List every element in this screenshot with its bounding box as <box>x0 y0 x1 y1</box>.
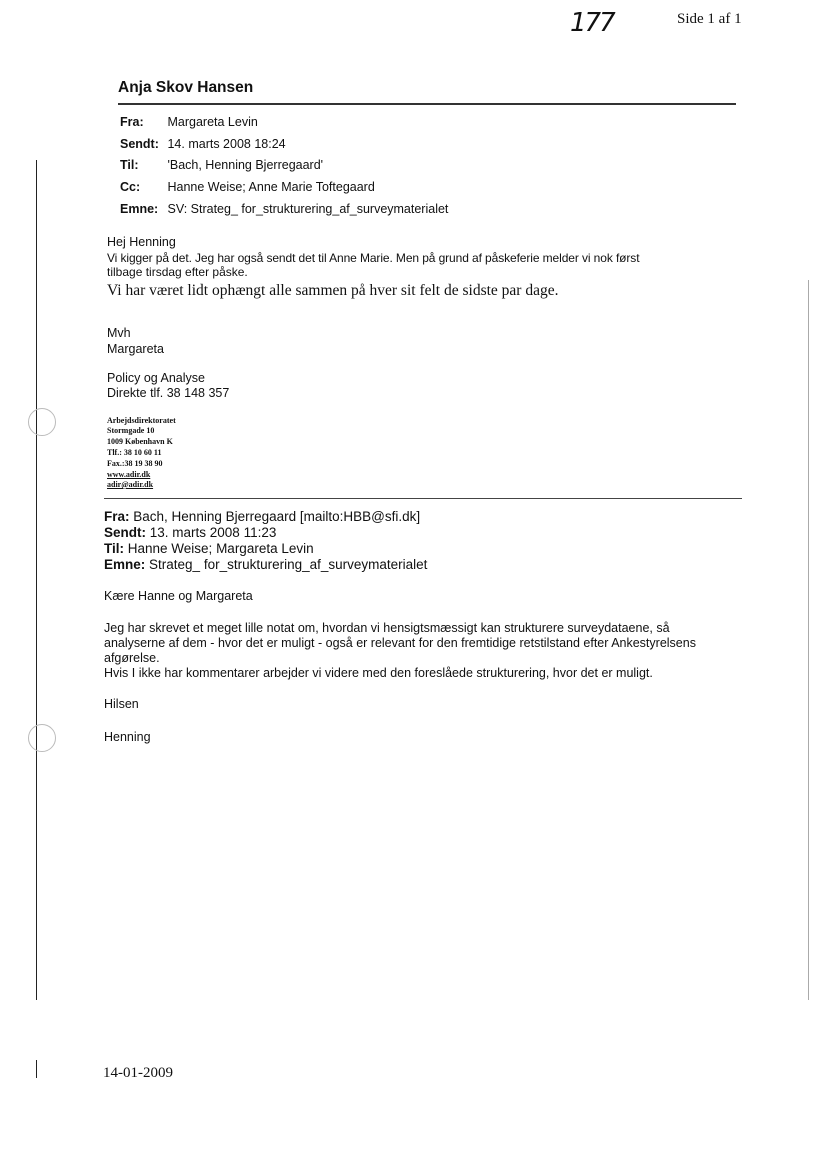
fwd-sent-value: 13. marts 2008 11:23 <box>149 525 277 540</box>
reply-body-line-1: Vi kigger på det. Jeg har også sendt det til Anne Marie. Men på grund af påskeferie melder vi nok først <box>107 251 640 265</box>
fwd-from-row: Fra: Bach, Henning Bjerregaard [mailto:HBB@sfi.dk] <box>104 509 421 524</box>
org-city: 1009 København K <box>107 437 173 446</box>
page-label: Side 1 af 1 <box>677 11 742 27</box>
org-web-link[interactable]: www.adir.dk <box>107 470 151 479</box>
reply-to-row: Til: 'Bach, Henning Bjerregaard' <box>120 158 324 172</box>
scan-margin-line <box>36 160 37 1000</box>
fwd-paragraph-line-3: afgørelse. <box>104 651 160 665</box>
fwd-sent-row: Sendt: 13. marts 2008 11:23 <box>104 525 277 540</box>
fwd-from-value: Bach, Henning Bjerregaard [mailto:HBB@sfi.dk] <box>133 509 421 524</box>
reply-sent-row: Sendt: 14. marts 2008 18:24 <box>120 137 286 151</box>
fwd-subject-row: Emne: Strateg_ for_strukturering_af_surveymaterialet <box>104 557 428 572</box>
signature-phone: Direkte tlf. 38 148 357 <box>107 386 230 400</box>
fwd-paragraph-line-2: analyserne af dem - hvor det er muligt - også er relevant for den fremtidige retstilstand efter Ankestyrelsens <box>104 636 696 650</box>
fwd-greeting: Kære Hanne og Margareta <box>104 589 253 603</box>
punch-hole-top <box>28 408 56 436</box>
org-street: Stormgade 10 <box>107 426 155 435</box>
footer-date: 14-01-2009 <box>103 1065 173 1081</box>
reply-closing-mvh: Mvh <box>107 326 131 340</box>
fwd-paragraph-line-4: Hvis I ikke har kommentarer arbejder vi videre med den foreslåede strukturering, hvor det er muligt. <box>104 666 653 680</box>
handwritten-page-number: 177 <box>570 8 614 38</box>
fwd-to-value: Hanne Weise; Margareta Levin <box>127 541 314 556</box>
reply-cc-value: Hanne Weise; Anne Marie Toftegaard <box>167 180 375 194</box>
fwd-closing: Hilsen <box>104 697 139 711</box>
reply-body-line-3: Vi har været lidt ophængt alle sammen på hver sit felt de sidste par dage. <box>107 282 559 299</box>
org-fax: Fax.:38 19 38 90 <box>107 459 163 468</box>
punch-hole-bottom <box>28 724 56 752</box>
reply-from-row: Fra: Margareta Levin <box>120 115 258 129</box>
reply-cc-row: Cc: Hanne Weise; Anne Marie Toftegaard <box>120 180 375 194</box>
org-phone: Tlf.: 38 10 60 11 <box>107 448 162 457</box>
signature-department: Policy og Analyse <box>107 371 205 385</box>
reply-from-value: Margareta Levin <box>167 115 258 129</box>
reply-greeting: Hej Henning <box>107 235 176 249</box>
fwd-subject-value: Strateg_ for_strukturering_af_surveymaterialet <box>149 557 428 572</box>
owner-divider <box>118 103 736 105</box>
fwd-paragraph-line-1: Jeg har skrevet et meget lille notat om, hvordan vi hensigtsmæssigt kan strukturere surveydataene, så <box>104 621 670 635</box>
reply-to-value: 'Bach, Henning Bjerregaard' <box>167 158 324 172</box>
scan-right-edge <box>808 280 809 1000</box>
reply-body-line-2: tilbage tirsdag efter påske. <box>107 265 248 279</box>
fwd-signer: Henning <box>104 730 151 744</box>
reply-closing-name: Margareta <box>107 342 164 356</box>
reply-subject-value: SV: Strateg_ for_strukturering_af_surveymaterialet <box>167 202 449 216</box>
org-email-link[interactable]: adir@adir.dk <box>107 480 154 489</box>
scan-margin-mark <box>36 1060 37 1078</box>
org-name: Arbejdsdirektoratet <box>107 416 176 425</box>
fwd-to-row: Til: Hanne Weise; Margareta Levin <box>104 541 314 556</box>
forward-divider <box>104 498 742 499</box>
mailbox-owner-title: Anja Skov Hansen <box>118 79 254 96</box>
reply-sent-value: 14. marts 2008 18:24 <box>167 137 286 151</box>
reply-subject-row: Emne: SV: Strateg_ for_strukturering_af_surveymaterialet <box>120 202 449 216</box>
